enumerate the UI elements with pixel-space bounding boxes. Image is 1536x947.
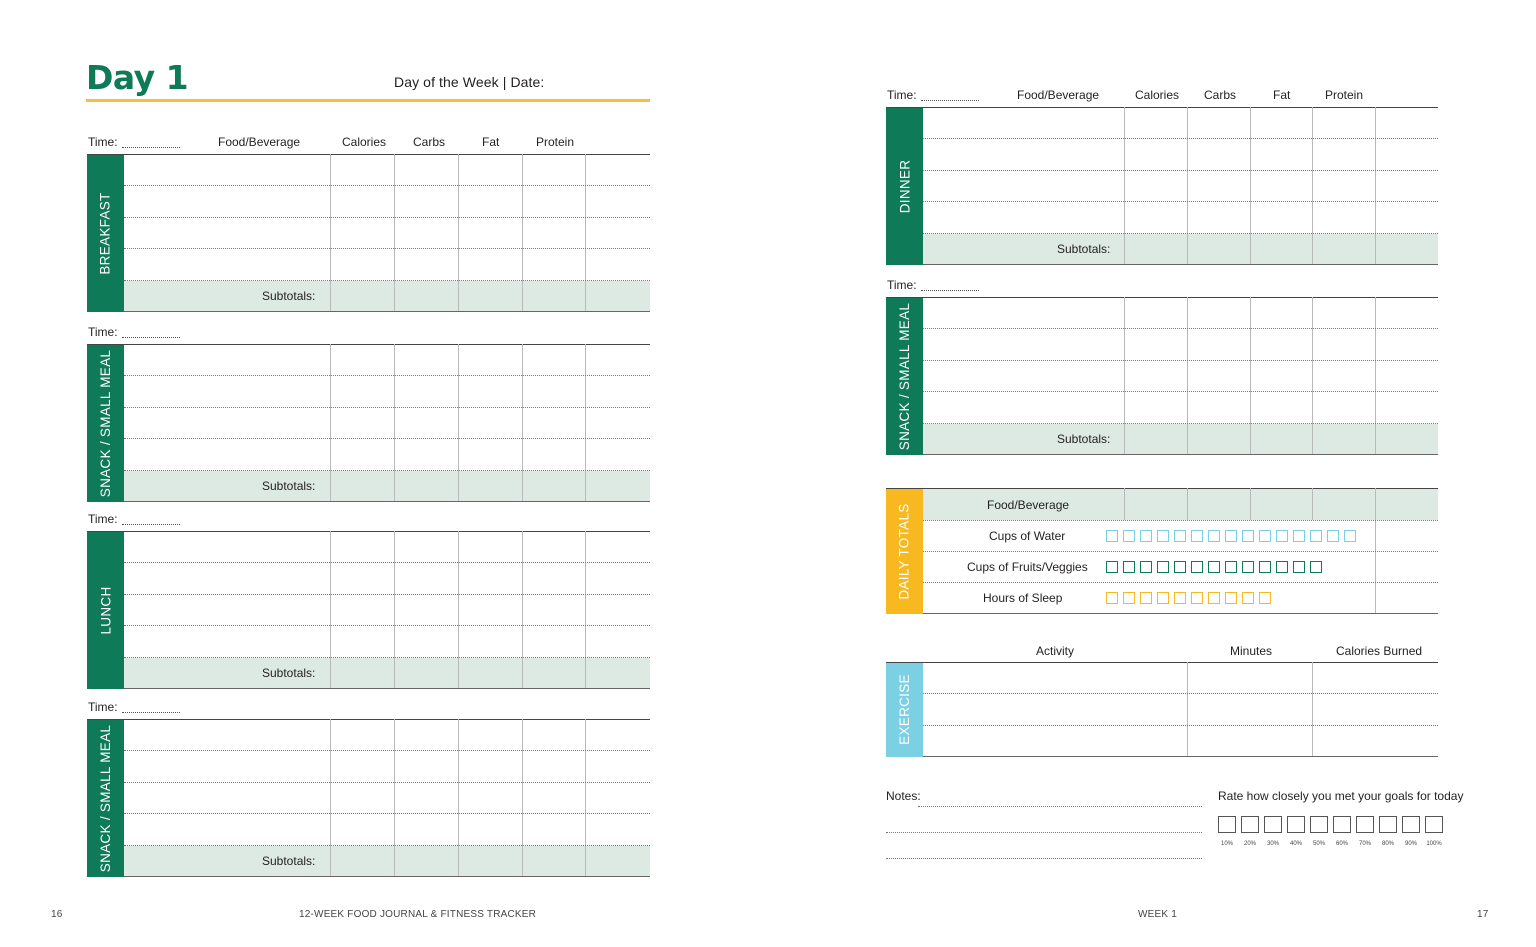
water-checkboxes [1106,530,1356,542]
tracker-checkbox[interactable] [1140,561,1152,573]
col-header-carbs: Carbs [413,135,446,149]
exercise-table [886,662,1438,757]
subtotals-label: Subtotals: [262,854,316,868]
rate-percent: 10% [1220,841,1233,847]
tracker-checkbox[interactable] [1344,530,1356,542]
food-entry-row[interactable] [124,813,650,814]
tracker-checkbox[interactable] [1106,592,1118,604]
dinner-table-band [886,107,923,265]
food-entry-row[interactable] [124,407,650,408]
rate-checkbox[interactable] [1241,816,1259,833]
time-label: Time: [88,135,118,149]
tracker-checkbox[interactable] [1327,530,1339,542]
food-entry-row[interactable] [124,782,650,783]
time-label: Time: [88,512,118,526]
col-header-activity: Activity [1036,644,1075,658]
tracker-checkbox[interactable] [1310,561,1322,573]
tracker-checkbox[interactable] [1259,561,1271,573]
tracker-checkbox[interactable] [1242,592,1254,604]
tracker-checkbox[interactable] [1242,561,1254,573]
tracker-checkbox[interactable] [1208,530,1220,542]
tracker-checkbox[interactable] [1259,592,1271,604]
col-header-calories: Calories [1135,88,1180,102]
rate-checkbox[interactable] [1356,816,1374,833]
lunch-table [87,531,650,689]
food-entry-row[interactable] [923,423,1438,424]
left-footer-title: 12-WEEK FOOD JOURNAL & FITNESS TRACKER [299,909,537,920]
date-label: Day of the Week | Date: [394,74,545,90]
exercise-band [886,662,923,757]
food-entry-row[interactable] [124,845,650,846]
subtotals-label: Subtotals: [262,666,316,680]
col-header-food: Food/Beverage [218,135,301,149]
sleep-checkboxes [1106,592,1271,604]
daily-totals-table [886,488,1438,614]
sleep-label: Hours of Sleep [983,591,1063,605]
notes-label: Notes: [886,789,921,803]
dinner-table [886,107,1438,265]
notes-line[interactable] [918,806,1202,807]
left-page-number: 16 [51,909,63,920]
meal-time-field[interactable] [887,278,979,292]
time-label: Time: [88,700,118,714]
time-label: Time: [88,325,118,339]
subtotals-label: Subtotals: [1057,432,1111,446]
rate-percent: 50% [1312,841,1325,847]
tracker-checkbox[interactable] [1106,561,1118,573]
snack-table-1 [87,344,650,502]
tracker-checkbox[interactable] [1191,530,1203,542]
food-entry-row[interactable] [124,280,650,281]
tracker-checkbox[interactable] [1208,592,1220,604]
right-footer-title: WEEK 1 [1138,909,1177,920]
daily-totals-label: DAILY TOTALS [897,502,912,600]
tracker-checkbox[interactable] [1191,592,1203,604]
meal-label: SNACK / SMALL MEAL [98,724,114,872]
rate-checkbox[interactable] [1264,816,1282,833]
rate-percent: 30% [1266,841,1279,847]
tracker-checkbox[interactable] [1276,530,1288,542]
tracker-checkbox[interactable] [1293,561,1305,573]
title-rule [86,99,650,102]
subtotals-label: Subtotals: [262,479,316,493]
rate-checkbox[interactable] [1425,816,1443,833]
subtotals-label: Subtotals: [1057,242,1111,256]
rate-checkbox[interactable] [1379,816,1397,833]
dinner-time-field[interactable] [887,88,979,102]
tracker-checkbox[interactable] [1123,592,1135,604]
breakfast-table-band [87,154,124,312]
col-header-minutes: Minutes [1230,644,1273,658]
tracker-checkbox[interactable] [1123,530,1135,542]
snack-table-3-band [886,297,923,455]
food-entry-row[interactable] [124,657,650,658]
food-entry-row[interactable] [923,170,1438,171]
tracker-checkbox[interactable] [1242,530,1254,542]
tracker-checkbox[interactable] [1140,530,1152,542]
meal-label: DINNER [897,159,912,213]
tracker-checkbox[interactable] [1276,561,1288,573]
tracker-checkbox[interactable] [1225,592,1237,604]
food-entry-row[interactable] [124,248,650,249]
rate-percent: 80% [1381,841,1394,847]
rate-percent: 40% [1289,841,1302,847]
food-entry-row[interactable] [124,625,650,626]
exercise-row[interactable] [923,725,1438,726]
col-header-fat: Fat [1273,88,1291,102]
daily-food-label: Food/Beverage [987,498,1070,512]
rate-percent: 90% [1404,841,1417,847]
col-header-carbs: Carbs [1204,88,1237,102]
notes-line[interactable] [886,858,1202,859]
lunch-table-band [87,531,124,689]
rate-checkbox[interactable] [1310,816,1328,833]
food-entry-row[interactable] [923,138,1438,139]
food-entry-row[interactable] [124,438,650,439]
tracker-checkbox[interactable] [1157,592,1169,604]
time-label: Time: [887,88,917,102]
rate-checkbox[interactable] [1287,816,1305,833]
tracker-checkbox[interactable] [1157,530,1169,542]
food-entry-row[interactable] [923,233,1438,234]
col-header-calories: Calories [342,135,387,149]
rate-checkbox[interactable] [1402,816,1420,833]
rate-percent: 60% [1335,841,1348,847]
tracker-checkbox[interactable] [1259,530,1271,542]
food-entry-row[interactable] [124,594,650,595]
col-header-fat: Fat [482,135,500,149]
meal-label: BREAKFAST [98,191,114,275]
rate-percent-labels [1218,841,1443,847]
tracker-checkbox[interactable] [1225,561,1237,573]
subtotals-label: Subtotals: [262,289,316,303]
right-page-number: 17 [1477,909,1489,920]
snack-table-2 [87,719,650,877]
tracker-checkbox[interactable] [1140,592,1152,604]
rate-percent: 100% [1426,841,1442,847]
food-entry-row[interactable] [124,185,650,186]
water-label: Cups of Water [989,529,1066,543]
tracker-checkbox[interactable] [1225,530,1237,542]
meal-time-field[interactable] [88,325,180,339]
snack-table-2-band [87,719,124,877]
food-entry-row[interactable] [124,750,650,751]
tracker-checkbox[interactable] [1293,530,1305,542]
tracker-checkbox[interactable] [1310,530,1322,542]
exercise-row[interactable] [923,693,1438,694]
snack-table-3 [886,297,1438,455]
rate-percent: 70% [1358,841,1371,847]
col-header-protein: Protein [1325,88,1364,102]
food-entry-row[interactable] [124,470,650,471]
rate-percent: 20% [1243,841,1256,847]
food-entry-row[interactable] [124,562,650,563]
meal-time-field[interactable] [88,512,180,526]
tracker-checkbox[interactable] [1106,530,1118,542]
col-header-food: Food/Beverage [1017,88,1100,102]
tracker-checkbox[interactable] [1208,561,1220,573]
tracker-checkbox[interactable] [1174,592,1186,604]
time-label: Time: [887,278,917,292]
food-entry-row[interactable] [124,217,650,218]
tracker-checkbox[interactable] [1174,530,1186,542]
col-header-calories-burned: Calories Burned [1336,644,1423,658]
col-header-protein: Protein [536,135,575,149]
tracker-checkbox[interactable] [1191,561,1203,573]
daily-totals-band [886,488,923,614]
meal-label: LUNCH [98,585,114,635]
exercise-label: EXERCISE [897,674,913,745]
tracker-checkbox[interactable] [1157,561,1169,573]
meal-label: SNACK / SMALL MEAL [897,302,913,450]
food-entry-row[interactable] [124,375,650,376]
snack-table-1-band [87,344,124,502]
fruit-checkboxes [1106,561,1322,573]
page-title: Day 1 [86,58,189,97]
rate-checkbox[interactable] [1218,816,1236,833]
notes-line[interactable] [886,832,1202,833]
meal-label: SNACK / SMALL MEAL [98,349,114,497]
tracker-checkbox[interactable] [1174,561,1186,573]
meal-time-field[interactable] [88,700,180,714]
breakfast-table [87,154,650,312]
rate-label: Rate how closely you met your goals for today [1218,789,1464,803]
food-entry-row[interactable] [923,328,1438,329]
food-entry-row[interactable] [923,201,1438,202]
rate-checkboxes [1218,816,1443,833]
rate-checkbox[interactable] [1333,816,1351,833]
food-entry-row[interactable] [923,391,1438,392]
tracker-checkbox[interactable] [1123,561,1135,573]
food-entry-row[interactable] [923,360,1438,361]
breakfast-time-field[interactable] [88,135,180,149]
fruits-veggies-label: Cups of Fruits/Veggies [967,560,1088,574]
